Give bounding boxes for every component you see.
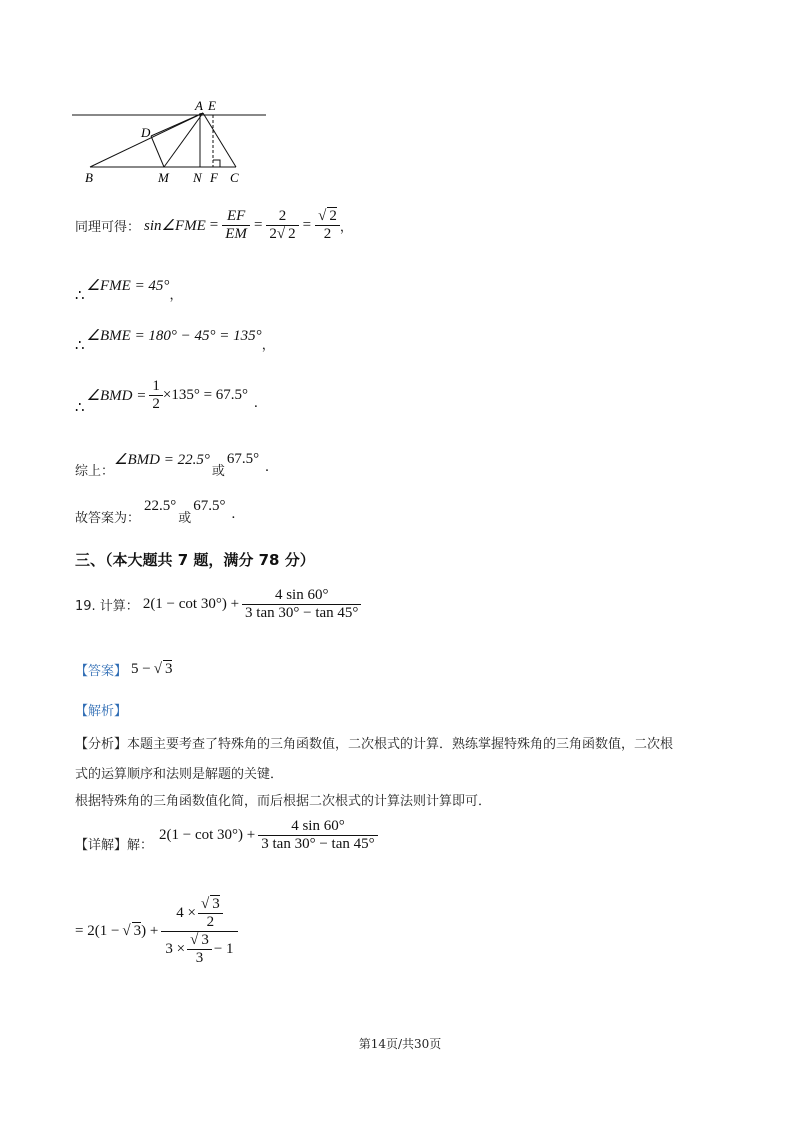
jiexi-tag: 【解析】 (75, 704, 128, 719)
fraction-ef-em: $\frac{EF}{EM}$ (222, 208, 250, 243)
fraction-2-over-2root2: $\frac{2}{2√ 2}$ (266, 208, 298, 243)
answer-line: 【答案】 5 − √ 3 (75, 661, 173, 679)
right-angle-mark (213, 160, 220, 167)
answer-tag: 【答案】 (75, 664, 128, 679)
final-answer-line: 故答案为： 22.5° 或 67.5° . (75, 498, 236, 526)
section-heading: 三、（本大题共 7 题，满分 78 分） (75, 551, 315, 569)
analysis-method: 根据特殊角的三角函数值化简，而后根据二次根式的计算法则计算即可． (75, 794, 492, 809)
summary-line: 综上： ∠BMD = 22.5° 或 67.5° . (75, 451, 269, 479)
step-bmd-67: ∴ ∠BMD = $\frac{1}{2}$ ×135° = 67.5° . (75, 378, 258, 416)
therefore-symbol: ∴ (75, 288, 85, 304)
label-B: B (85, 170, 93, 185)
therefore-symbol: ∴ (75, 400, 85, 416)
label-N: N (193, 170, 202, 185)
fraction-root2-over-2: $\frac{√ 2}{2}$ (315, 208, 340, 243)
step-fme-45: ∴ ∠FME = 45° ， (75, 278, 183, 304)
question-19: 19. 计算： 2(1 − cot 30°) + $\frac{4 \sin 60^\circ}{3 \tan 30^\circ - \tan 45^\circ}$ (75, 587, 361, 622)
detail-fraction: $\frac{4 \sin 60^\circ}{3 \tan 30^\circ - \tan 45^\circ}$ (258, 818, 377, 853)
geometry-figure (60, 92, 290, 188)
label-D: D (141, 125, 151, 140)
line-B-A (90, 113, 203, 167)
step-compound-fraction: 4 × $\frac{√ 3}{2}$ 3 × $\frac{√ 3}{3}$ − 1 (161, 896, 237, 967)
label-A: A (195, 98, 203, 113)
step-prefix: 同理可得： (75, 220, 141, 235)
page-footer: 第14页/共30页 (358, 1037, 442, 1051)
detail-line: 【详解】 解： 2(1 − cot 30°) + $\frac{4 \sin 60^\circ}{3 \tan 30^\circ - \tan 45^\circ}$ (75, 818, 378, 853)
step-sin-fme: 同理可得： sin∠FME = $\frac{EF}{EM}$ = $\frac{2}{2√ 2}$ = $\frac{√ 2}{2}$ ， (75, 208, 353, 242)
label-C: C (230, 170, 239, 185)
sin-fme: sin∠FME (144, 218, 206, 234)
computation-step: = 2(1 − √ 3 ) + 4 × $\frac{√ 3}{2}$ 3 × $\frac{√ 3}{3}$ − 1 (75, 896, 238, 967)
question-label: 19. 计算： (75, 599, 139, 614)
analysis-paragraph: 【分析】本题主要考查了特殊角的三角函数值，二次根式的计算．熟练掌握特殊角的三角函数值，二次根 式的运算顺序和法则是解题的关键． (75, 737, 674, 782)
therefore-symbol: ∴ (75, 338, 85, 354)
label-E: E (208, 98, 216, 113)
line-D-M (151, 136, 164, 167)
step-bme-135: ∴ ∠BME = 180° − 45° = 135° ， (75, 328, 275, 354)
label-M: M (158, 170, 169, 185)
line-A-C (203, 113, 236, 167)
label-F: F (210, 170, 218, 185)
question-fraction: $\frac{4 \sin 60^\circ}{3 \tan 30^\circ - \tan 45^\circ}$ (242, 587, 361, 622)
fraction-half: $\frac{1}{2}$ (149, 378, 163, 413)
